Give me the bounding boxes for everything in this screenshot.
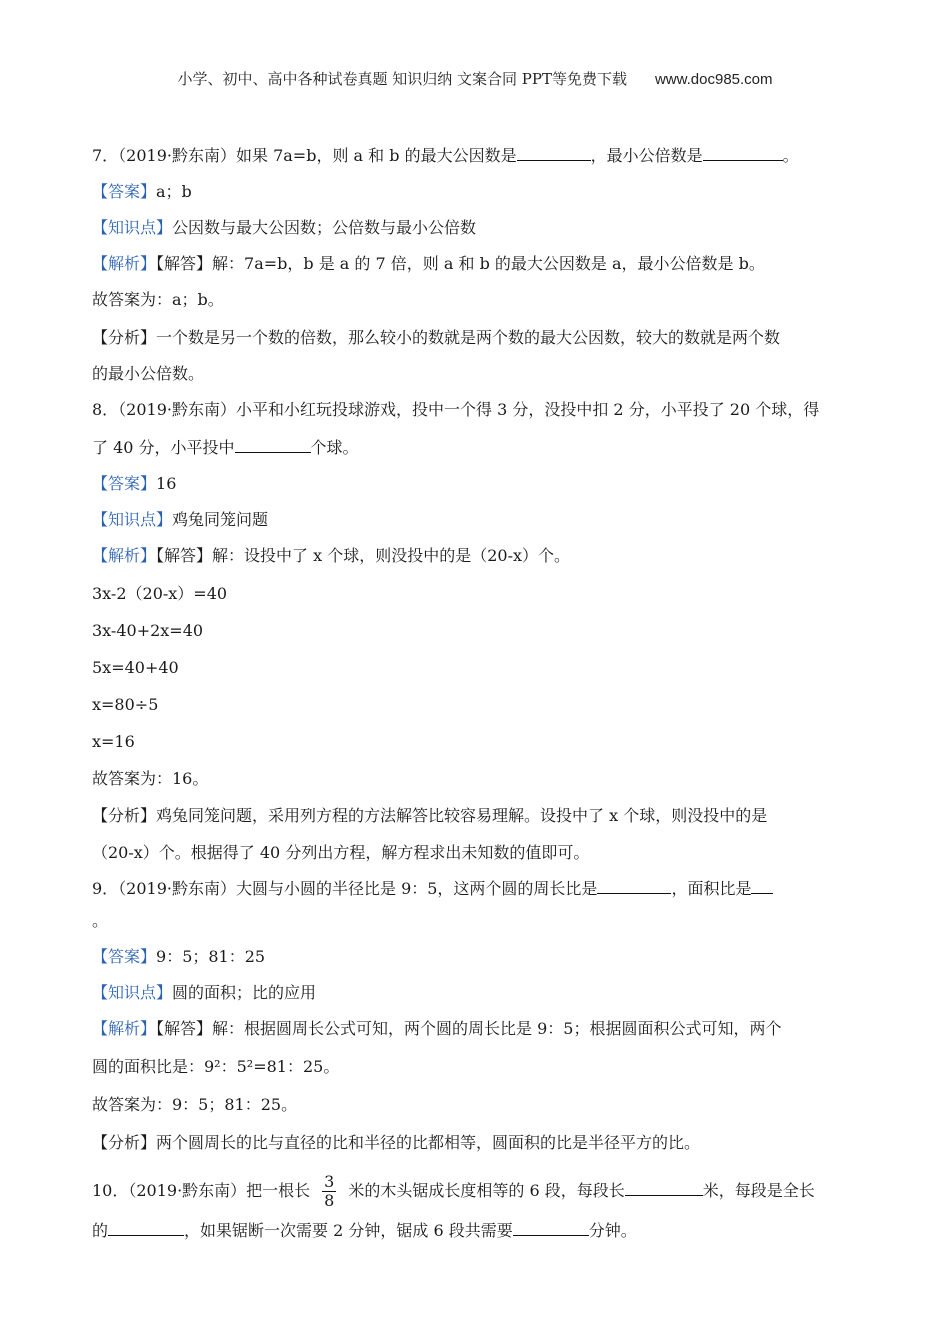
q8-eq-3: 5x=40+40 xyxy=(92,658,179,677)
q7-answer: 【答案】a；b xyxy=(92,182,192,201)
q9-blank-2 xyxy=(751,879,773,894)
q10-blank-3 xyxy=(513,1221,589,1236)
q8-blank xyxy=(235,438,311,453)
q9-blank-1 xyxy=(597,879,671,894)
q8-answer: 【答案】16 xyxy=(92,474,177,493)
q7-knowledge-point: 【知识点】公因数与最大公因数；公倍数与最小公倍数 xyxy=(92,218,477,237)
q8-analysis: 【解析】【解答】解：设投中了 x 个球，则没投中的是（20-x）个。 xyxy=(92,546,571,565)
q7-so: 故答案为：a；b。 xyxy=(92,290,224,309)
q9-so: 故答案为：9：5；81：25。 xyxy=(92,1095,298,1114)
q8-eq-1: 3x-2（20-x）=40 xyxy=(92,584,228,603)
page-header xyxy=(0,68,950,89)
q10-blank-1 xyxy=(625,1181,703,1196)
q8-stem-1: 8．（2019·黔东南）小平和小红玩投球游戏，投中一个得 3 分，没投中扣 2 分，小平投了 20 个球，得 xyxy=(92,400,820,419)
q8-eq-5: x=16 xyxy=(92,732,135,751)
q7-blank-2 xyxy=(703,146,783,161)
q8-fenxi-1: 【分析】鸡兔同笼问题，采用列方程的方法解答比较容易理解。设投中了 x 个球，则没投中的是 xyxy=(92,806,768,825)
q10-blank-2 xyxy=(108,1221,184,1236)
fraction-three-eighths: $\frac{3}{8}$ xyxy=(324,1172,335,1210)
q8-so: 故答案为：16。 xyxy=(92,769,209,788)
q7-stem: 7．（2019·黔东南）如果 7a=b，则 a 和 b 的最大公因数是 ，最小公倍数是 。 xyxy=(92,146,799,165)
q9-analysis-2: 圆的面积比是：9²：5²=81：25。 xyxy=(92,1057,340,1076)
q7-analysis: 【解析】【解答】解：7a=b，b 是 a 的 7 倍，则 a 和 b 的最大公因数是 a，最小公倍数是 b。 xyxy=(92,254,765,273)
q7-blank-1 xyxy=(517,146,591,161)
q7-fenxi-1: 【分析】一个数是另一个数的倍数，那么较小的数就是两个数的最大公因数，较大的数就是两个数 xyxy=(92,328,781,347)
document-body xyxy=(92,140,862,1241)
q8-eq-4: x=80÷5 xyxy=(92,695,159,714)
q9-stem-2: 。 xyxy=(92,911,109,930)
q8-stem-2: 了 40 分，小平投中 个球。 xyxy=(92,438,359,457)
q9-fenxi: 【分析】两个圆周长的比与直径的比和半径的比都相等，圆面积的比是半径平方的比。 xyxy=(92,1133,701,1152)
q9-analysis: 【解析】【解答】解：根据圆周长公式可知，两个圆的周长比是 9：5；根据圆面积公式可知，两个 xyxy=(92,1019,782,1038)
q9-stem-1: 9．（2019·黔东南）大圆与小圆的半径比是 9：5，这两个圆的周长比是 ，面积比是 xyxy=(92,879,862,899)
q7-fenxi-2: 的最小公倍数。 xyxy=(92,364,205,383)
q8-eq-2: 3x-40+2x=40 xyxy=(92,621,204,640)
q9-knowledge-point: 【知识点】圆的面积；比的应用 xyxy=(92,983,317,1002)
q9-answer: 【答案】9：5；81：25 xyxy=(92,947,266,966)
header-site-link[interactable]: www.doc985.com xyxy=(654,71,773,88)
q8-knowledge-point: 【知识点】鸡兔同笼问题 xyxy=(92,510,269,529)
q10-stem-2: 的 ，如果锯断一次需要 2 分钟，锯成 6 段共需要 分钟。 xyxy=(92,1221,637,1240)
header-text: 小学、初中、高中各种试卷真题 知识归纳 文案合同 PPT等免费下载 xyxy=(177,70,627,88)
q8-fenxi-2: （20-x）个。根据得了 40 分列出方程，解方程求出未知数的值即可。 xyxy=(92,843,590,862)
q10-stem-1: 10．（2019·黔东南）把一根长 $\frac{3}{8}$ 米的木头锯成长度相等的 6 段，每段长 米，每段是全长 xyxy=(92,1172,815,1210)
